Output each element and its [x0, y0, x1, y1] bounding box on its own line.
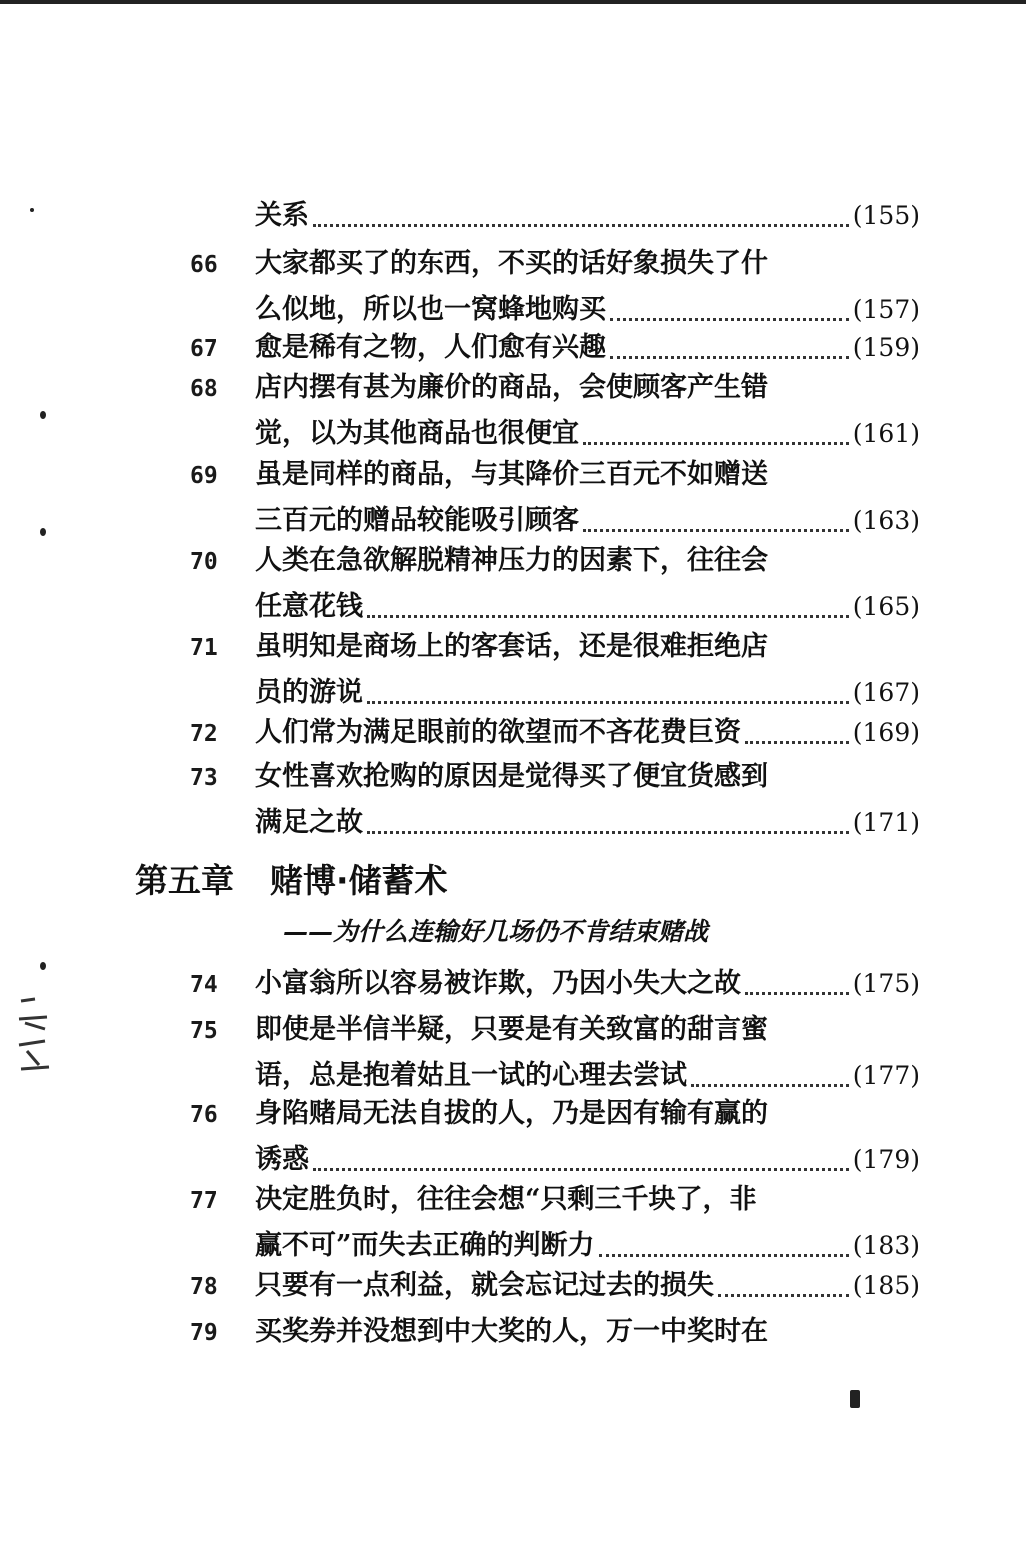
entry-number: 78: [190, 1274, 218, 1300]
entry-title-text: 任意花钱: [255, 591, 363, 622]
entry-number: 71: [190, 635, 218, 661]
dot-leader: [610, 355, 849, 359]
entry-number: 75: [190, 1018, 218, 1044]
entry-line: [255, 368, 920, 408]
entry-line: [255, 1140, 920, 1180]
entry-number: 73: [190, 765, 218, 791]
entry-number: 66: [190, 252, 218, 278]
entry-title-text: 人们常为满足眼前的欲望而不吝花费巨资: [255, 717, 741, 748]
entry-number: 79: [190, 1320, 218, 1346]
entry-title-text: 么似地，所以也一窝蜂地购买: [255, 294, 606, 325]
scan-speck: [40, 962, 46, 970]
page-number: (175): [852, 969, 920, 998]
entry-line: [255, 803, 920, 843]
dot-leader: [718, 1293, 849, 1297]
dot-leader: [745, 991, 849, 995]
dot-leader: [313, 1167, 849, 1171]
entry-title-text: 女性喜欢抢购的原因是觉得买了便宜货感到: [255, 761, 768, 792]
entry-title-text: 觉，以为其他商品也很便宜: [255, 418, 579, 449]
page-number: (163): [852, 506, 920, 535]
entry-line: [255, 673, 920, 713]
entry-line: [255, 414, 920, 454]
dot-leader: [313, 223, 849, 227]
page-number: (171): [852, 808, 920, 837]
entry-line: [255, 328, 920, 368]
entry-title-text: 三百元的赠品较能吸引顾客: [255, 505, 579, 536]
page-number: (185): [852, 1271, 920, 1300]
entry-line: [255, 1056, 920, 1096]
entry-line: [255, 501, 920, 541]
scan-speck: [850, 1390, 860, 1408]
dot-leader: [367, 700, 849, 704]
entry-title-text: 愈是稀有之物，人们愈有兴趣: [255, 332, 606, 363]
entry-number: 69: [190, 463, 218, 489]
dot-leader: [745, 740, 849, 744]
page-number: (165): [852, 592, 920, 621]
entry-title-text: 虽是同样的商品，与其降价三百元不如赠送: [255, 459, 768, 490]
entry-number: 72: [190, 721, 218, 747]
dot-leader: [583, 441, 849, 445]
entry-line: [255, 1094, 920, 1134]
entry-line: [255, 455, 920, 495]
chapter-subtitle: ——为什么连输好几场仍不肯结束赌战: [283, 917, 709, 946]
entry-line: [255, 757, 920, 797]
entry-line: [255, 290, 920, 330]
entry-line: [255, 964, 920, 1004]
entry-title-text: 小富翁所以容易被诈欺，乃因小失大之故: [255, 968, 741, 999]
page-number: (179): [852, 1145, 920, 1174]
entry-line: [255, 627, 920, 667]
chapter-heading: [135, 855, 448, 902]
entry-title-text: 人类在急欲解脱精神压力的因素下，往往会: [255, 545, 768, 576]
page-number: (169): [852, 718, 920, 747]
dot-leader: [583, 528, 849, 532]
scan-speck: [40, 411, 46, 419]
chapter-title: 赌博·储蓄术: [270, 861, 448, 900]
dot-leader: [367, 830, 849, 834]
entry-line: [255, 1180, 920, 1220]
scan-speck: [40, 528, 46, 536]
entry-number: 68: [190, 376, 218, 402]
entry-title-text: 大家都买了的东西，不买的话好象损失了什: [255, 248, 768, 279]
entry-line: [255, 1266, 920, 1306]
entry-title-text: 赢不可”而失去正确的判断力: [255, 1230, 595, 1261]
entry-title-text: 诱惑: [255, 1144, 309, 1175]
entry-line: [255, 1010, 920, 1050]
dot-leader: [691, 1083, 849, 1087]
entry-title-text: 店内摆有甚为廉价的商品，会使顾客产生错: [255, 372, 768, 403]
entry-line: [255, 1226, 920, 1266]
entry-title-text: 买奖券并没想到中大奖的人，万一中奖时在: [255, 1316, 768, 1347]
entry-number: 74: [190, 972, 218, 998]
scan-speck: [30, 208, 34, 212]
dot-leader: [367, 614, 849, 618]
entry-line: [255, 244, 920, 284]
entry-number: 70: [190, 549, 218, 575]
page-number: (159): [852, 333, 920, 362]
entry-number: 77: [190, 1188, 218, 1214]
page-number: (167): [852, 678, 920, 707]
page-number: (157): [852, 295, 920, 324]
chapter-label: 第五章: [135, 861, 234, 900]
entry-line: [255, 713, 920, 753]
entry-number: 67: [190, 336, 218, 362]
entry-line: [255, 541, 920, 581]
entry-title-text: 只要有一点利益，就会忘记过去的损失: [255, 1270, 714, 1301]
entry-title-text: 满足之故: [255, 807, 363, 838]
page-number: (161): [852, 419, 920, 448]
dot-leader: [599, 1253, 849, 1257]
entry-line: [255, 1312, 920, 1352]
entry-title-text: 即使是半信半疑，只要是有关致富的甜言蜜: [255, 1014, 768, 1045]
entry-title-text: 关系: [255, 200, 309, 231]
entry-title-text: 语，总是抱着姑且一试的心理去尝试: [255, 1060, 687, 1091]
scan-margin-mark: [15, 995, 65, 1080]
page-number: (177): [852, 1061, 920, 1090]
dot-leader: [610, 317, 849, 321]
page-number: (183): [852, 1231, 920, 1260]
entry-line: [255, 196, 920, 236]
entry-title-text: 员的游说: [255, 677, 363, 708]
entry-number: 76: [190, 1102, 218, 1128]
entry-title-text: 虽明知是商场上的客套话，还是很难拒绝店: [255, 631, 768, 662]
entry-title-text: 身陷赌局无法自拔的人，乃是因有输有赢的: [255, 1098, 768, 1129]
page-number: (155): [852, 201, 920, 230]
entry-title-text: 决定胜负时，往往会想“只剩三千块了，非: [255, 1184, 757, 1215]
entry-line: [255, 587, 920, 627]
